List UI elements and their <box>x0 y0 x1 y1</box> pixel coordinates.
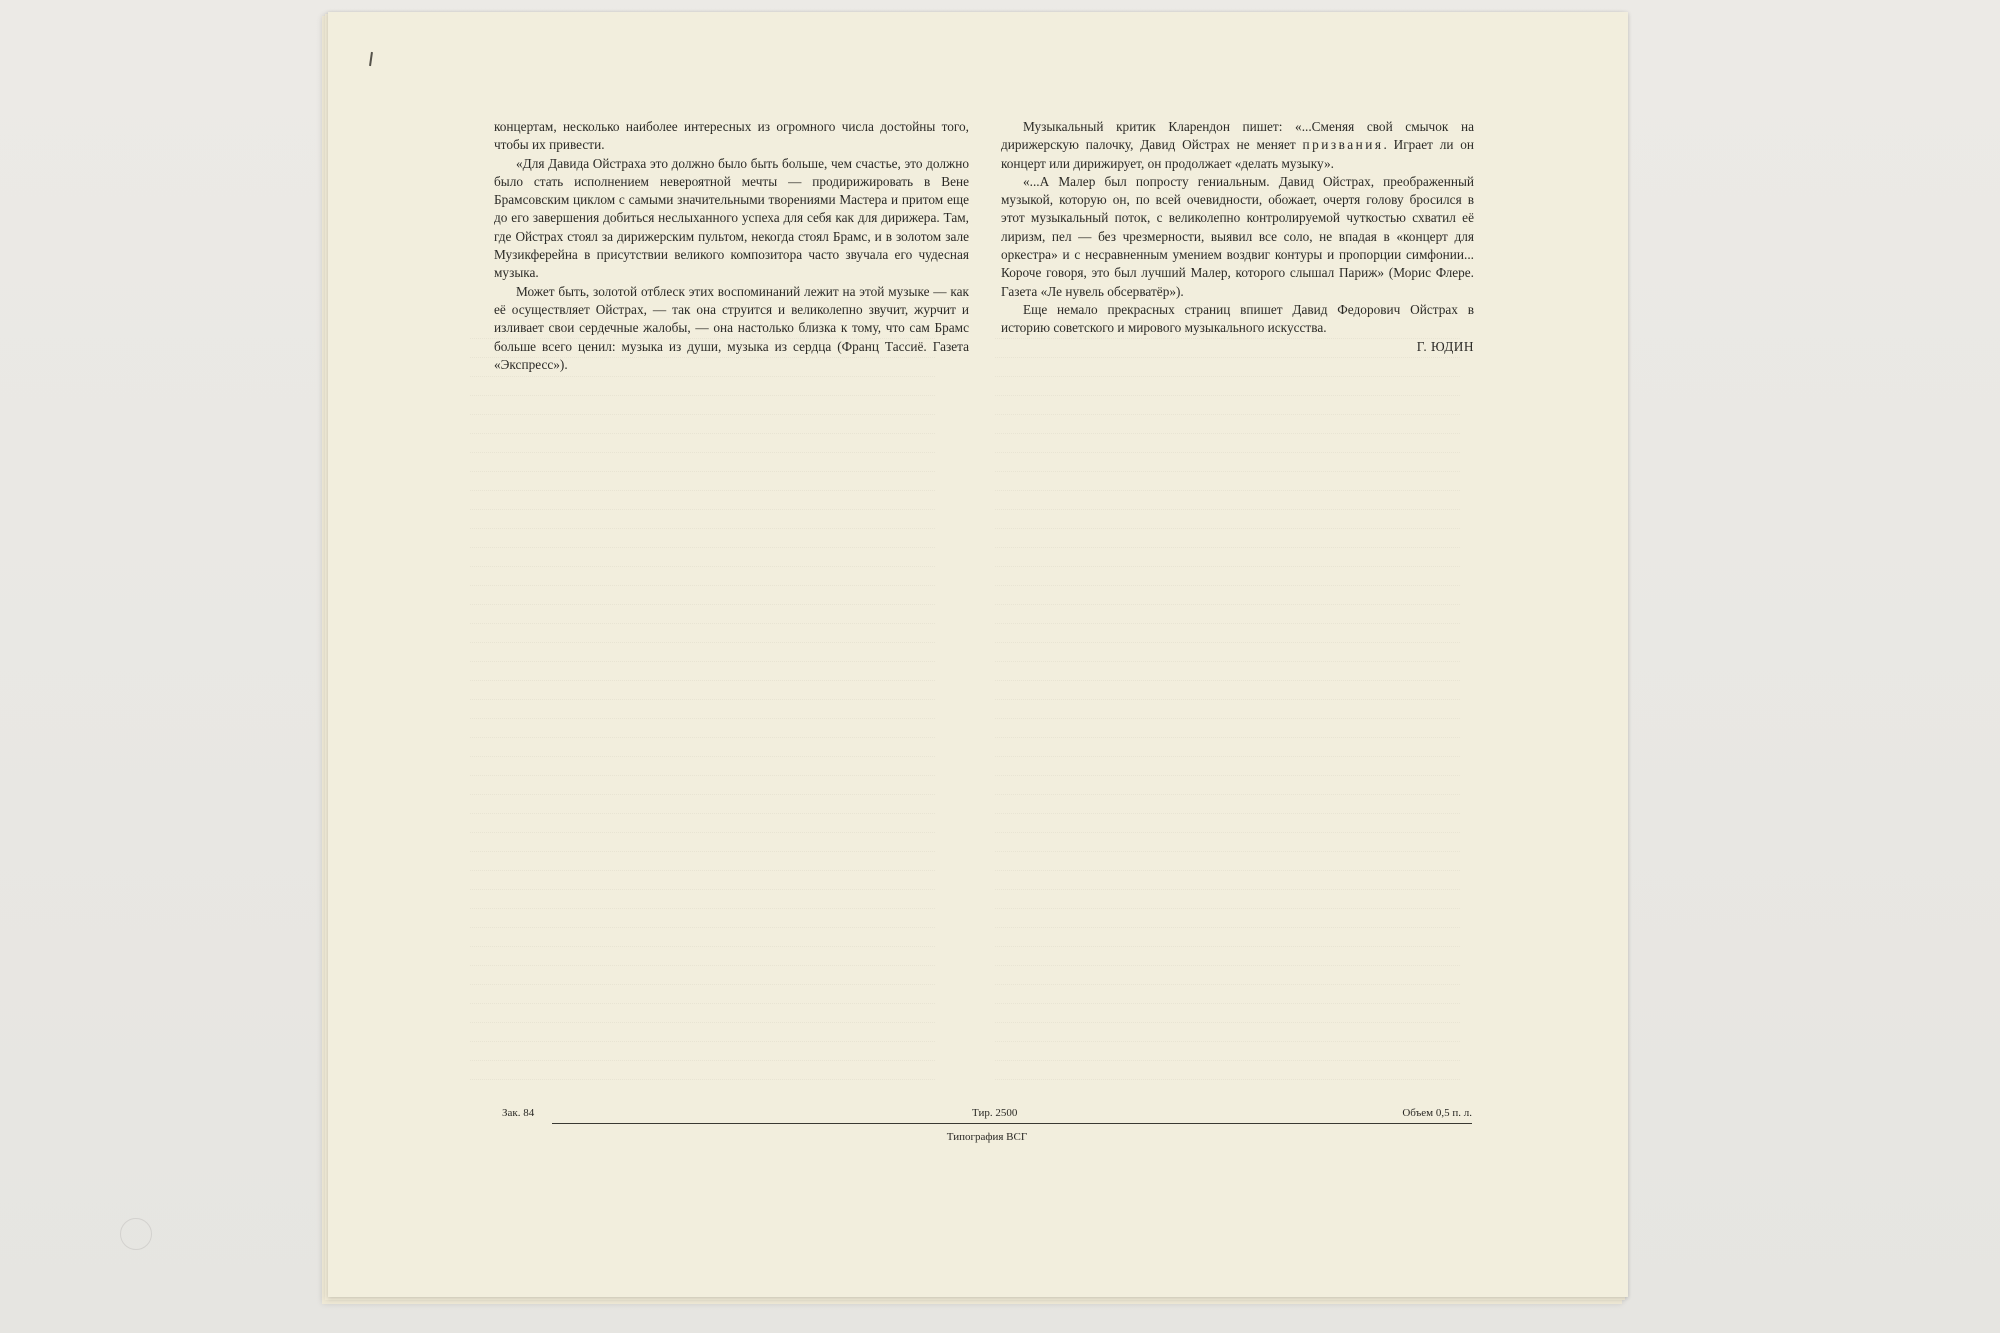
right-paragraph-1-start: Музыкальный критик Кларендон пишет: «...Сменяя свой смычок на дирижерскую палочку, Давид Ойстрах не меняет <box>1001 119 1474 153</box>
right-paragraph-1 <box>1001 118 1474 173</box>
printer-name: Типография ВСГ <box>946 1131 1028 1143</box>
background-ring <box>120 1218 152 1250</box>
right-paragraph-1-end: . Играет ли он концерт или дирижирует, он продолжает «делать музыку». <box>1001 137 1474 171</box>
imprint-row <box>502 1107 1472 1121</box>
right-paragraph-2: «...А Малер был попросту гениальным. Давид Ойстрах, преображенный музыкой, которую он, по всей очевидности, обожает, очертя голову бросился в этот музыкальный поток, с великолепно контролируемой чуткостью схватил её лиризм, пел — без чрезмерности, выявил все соло, не впадая в «концерт для оркестра» и с несравненным умением воздвиг контуры и пропорции симфонии... Короче говоря, это был лучший Малер, которого слышал Париж» (Морис Флере. Газета «Ле нувель обсерватёр»). <box>1001 173 1474 299</box>
left-paragraph-2: «Для Давида Ойстраха это должно было быть больше, чем счастье, это должно было стать исполнением невероятной мечты — продирижировать в Вене Брамсовским циклом с самыми значительными творениями Мастера и притом еще до его завершения добиться неслыханного успеха для себя как для дирижера. Там, где Ойстрах стоял за дирижерским пультом, некогда стоял Брамс, и в золотом зале Музикферейна в присутствии великого композитора часто звучала его чудесная музыка. <box>494 155 969 281</box>
right-paragraph-3: Еще немало прекрасных страниц впишет Давид Федорович Ойстрах в историю советского и мирового музыкального искусства. <box>1001 301 1474 336</box>
author-signature: Г. ЮДИН <box>1416 338 1474 354</box>
right-paragraph-1-spaced-word: призвания <box>1302 137 1384 153</box>
order-number: Зак. 84 <box>502 1107 535 1119</box>
right-column <box>1001 118 1474 356</box>
left-column <box>494 118 969 374</box>
imprint-divider <box>552 1123 1472 1124</box>
imprint-block <box>502 1107 1472 1143</box>
left-paragraph-3: Может быть, золотой отблеск этих воспоминаний лежит на этой музыке — как её осуществляет Ойстрах, — так она струится и великолепно звучит, журчит и изливает свои сердечные жалобы, — она настолько близка к тому, что сам Брамс больше всего ценил: музыка из души, музыка из сердца (Франц Тассиё. Газета «Экспресс»). <box>494 283 969 372</box>
show-through-texture <box>470 320 1460 1100</box>
page-volume: Объем 0,5 п. л. <box>1402 1107 1472 1119</box>
left-paragraph-1: концертам, несколько наиболее интересных из огромного числа достойны того, чтобы их привести. <box>494 119 969 153</box>
print-run: Тир. 2500 <box>972 1107 1018 1119</box>
